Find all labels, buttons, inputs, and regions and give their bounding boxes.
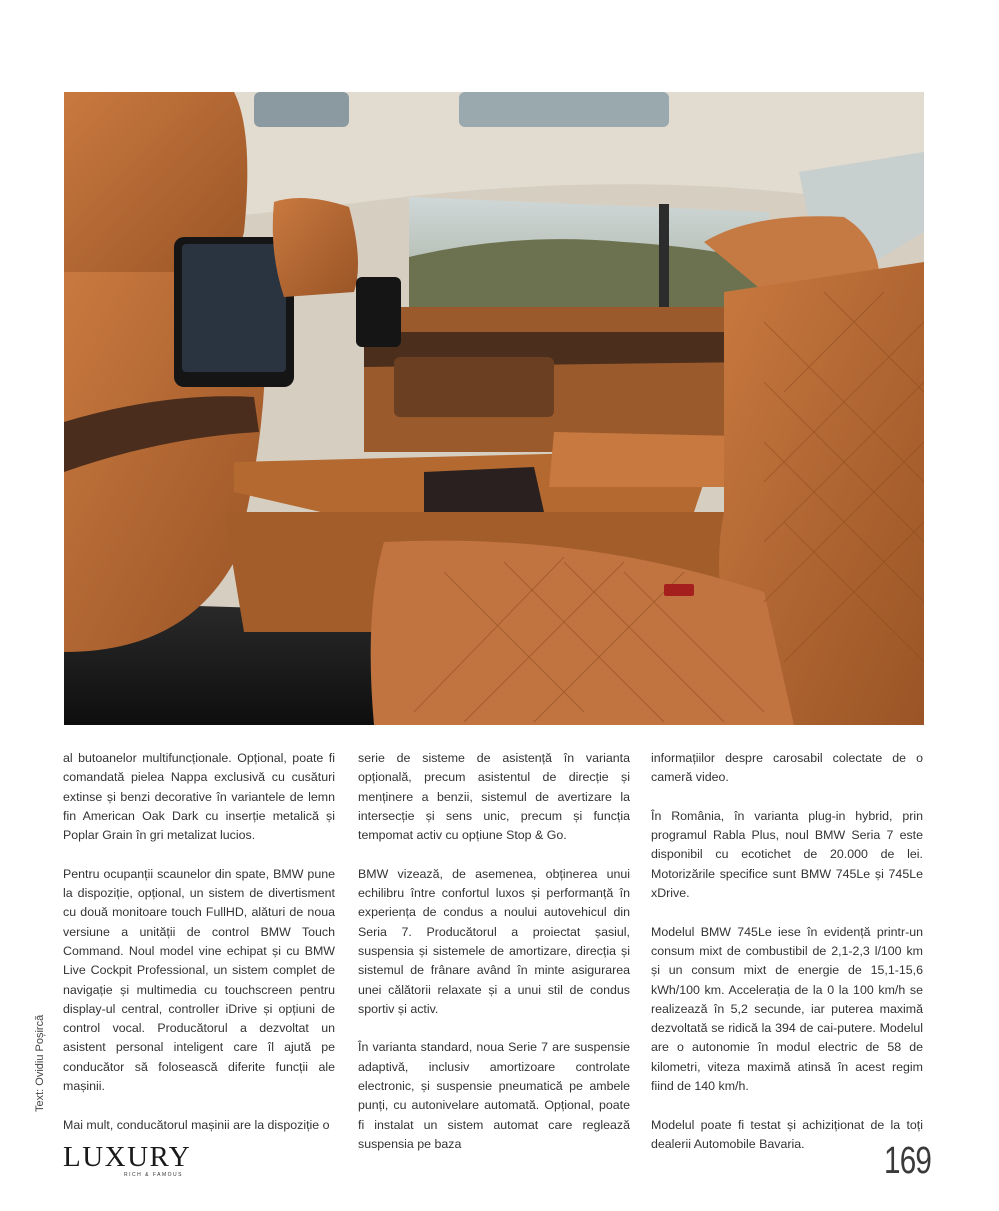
paragraph: Mai mult, conducătorul mașinii are la dispoziție o [63,1117,330,1132]
rear-screen-right [356,277,401,347]
page-number: 169 [884,1140,932,1182]
paragraph: serie de sisteme de asistență în varianta opțională, precum asistentul de direcție și menținere a benzii, sistemul de avertizare la intersecție și sens unic, precum și funcția tempomat activ cu opțiune Stop & Go. [358,751,630,843]
paragraph: BMW vizează, de asemenea, obținerea unui echilibru între confortul luxos și performanță în experiența de condus a noului autovehicul din Seria 7. Producătorul a proiectat șasiul, suspensia și sistemele de amortizare, direcția și sistemul de frânare având în minte asigurarea unei călătorii relaxate și a unui stil de condus sportiv și activ. [358,866,630,1016]
paragraph: informațiilor despre carosabil colectate de o cameră video. [651,751,923,785]
author-credit: Text: Ovidiu Poșircă [34,1014,46,1112]
paragraph: În România, în varianta plug-in hybrid, prin programul Rabla Plus, noul BMW Seria 7 este disponibil cu ecotichet de 20.000 de lei. Motorizările specifice sunt BMW 745Le și 745Le xDrive. [651,808,923,901]
car-interior-photo [64,92,924,725]
paragraph: Pentru ocupanții scaunelor din spate, BMW pune la dispoziție, opțional, un sistem de divertisment cu două monitoare touch FullHD, alături de noua versiune a unității de control BMW Touch Command. Noul model vine echipat și cu BMW Live Cockpit Professional, un sistem complet de navigație și multimedia cu touchscreen pentru display-ul central, controller iDrive și opțiuni de control vocal. Producătorul a dezvoltat un asistent personal inteligent care îl ajută pe conducător să folosească diferite funcții ale mașinii. [63,866,335,1094]
article-column-3 [651,749,923,1174]
article-column-1 [63,749,335,1154]
magazine-logo-tagline: RICH & FAMOUS [124,1172,183,1178]
seatbelt-buckle [664,584,694,596]
rear-cabin-illustration [64,92,924,725]
article-column-2 [358,749,630,1174]
sunroof-front [254,92,349,127]
paragraph: Modelul BMW 745Le iese în evidență printr-un consum mixt de combustibil de 2,1-2,3 l/100 km și un consum mixt de energie de 15,1-15,6 kWh/100 km. Accelerația de la 0 la 100 km/h se realizează în 5,2 secunde, iar puterea maximă dezvoltată se ridică la 394 de cai-putere. Modelul are o autonomie în modul electric de 58 de kilometri, viteza maximă atinsă în acest regim fiind de 140 km/h. [651,924,923,1094]
sunroof-rear [459,92,669,127]
magazine-logo: LUXURY [63,1141,192,1173]
paragraph: În varianta standard, noua Serie 7 are suspensie adaptivă, inclusiv amortizoare controlate electronic, și suspensie pneumatică pe ambele punți, cu autonivelare automată. Opțional, poate fi instalat un sistem automat care reglează suspensia pe baza [358,1040,630,1151]
paragraph: Modelul poate fi testat și achiziționat de la toți dealerii Automobile Bavaria. [651,1117,923,1151]
paragraph: al butoanelor multifuncționale. Opțional, poate fi comandată pielea Nappa exclusivă cu cusături extinse și benzi decorative în variantele de lemn fin American Oak Dark cu inserție metalică și Poplar Grain în gri metalizat lucios. [63,751,335,843]
console-controls [424,467,544,517]
